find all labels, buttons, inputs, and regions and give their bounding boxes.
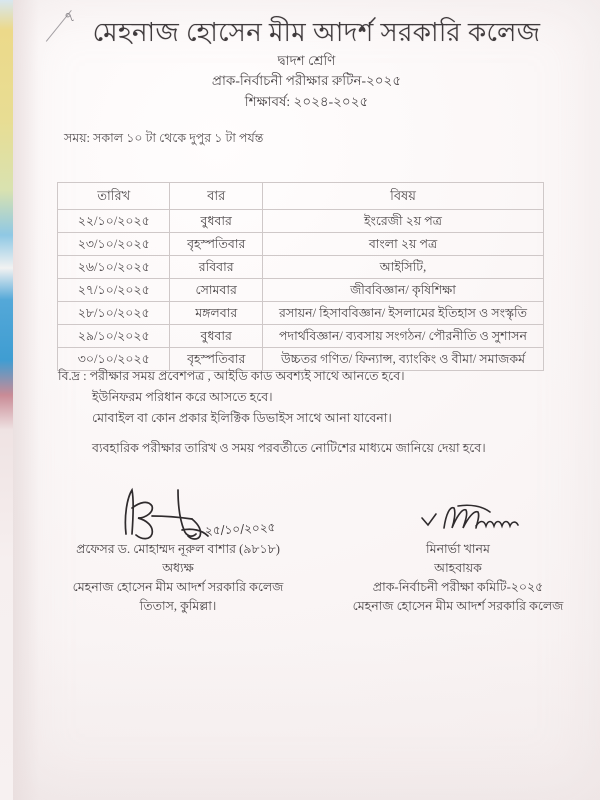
paper-sheet (13, 0, 600, 800)
cell-day: বুধবার (170, 325, 263, 348)
column-header-date: তারিখ (58, 183, 170, 210)
cell-subject: আইসিটি, (262, 256, 543, 279)
notes-section (58, 366, 578, 459)
cell-date: ২৮/১০/২০২৫ (58, 302, 170, 325)
table-body (58, 210, 544, 371)
table-row (58, 302, 544, 325)
table-header (58, 183, 544, 210)
convener-signature-block (333, 540, 583, 616)
cell-date: ৩০/১০/২০২৫ (58, 348, 170, 371)
page-title: মেহনাজ হোসেন মীম আদর্শ সরকারি কলেজ (92, 18, 541, 47)
table-row (58, 233, 544, 256)
convener-committee: প্রাক-নির্বাচনী পরীক্ষা কমিটি-২০২৫ (372, 580, 544, 594)
cell-date: ২৬/১০/২০২৫ (58, 256, 170, 279)
table-row (58, 256, 544, 279)
exam-time-line: সময়: সকাল ১০ টা থেকে দুপুর ১ টা পর্যন্ত (64, 131, 264, 145)
cell-date: ২২/১০/২০২৫ (58, 210, 170, 233)
column-header-subject: বিষয় (262, 183, 543, 210)
cell-day: বৃহস্পতিবার (170, 233, 263, 256)
cell-subject: বাংলা ২য় পত্র (262, 233, 543, 256)
cell-subject: ইংরেজী ২য় পত্র (262, 210, 543, 233)
note-line-4: ব্যবহারিক পরীক্ষার তারিখ ও সময় পরবর্তীতে নোটিশের মাধ্যমে জানিয়ে দেয়া হবে। (92, 441, 486, 455)
principal-name: প্রফেসর ড. মোহাম্মদ নূরুল বাশার (৯৮১৮) (76, 542, 280, 556)
cell-subject: জীববিজ্ঞান/ কৃষিশিক্ষা (262, 279, 543, 302)
convener-name: মিনার্ভা খানম (426, 542, 490, 556)
handwritten-date: ২৫/১০/২০২৫ (204, 520, 276, 538)
cell-date: ২৭/১০/২০২৫ (58, 279, 170, 302)
cell-date: ২৩/১০/২০২৫ (58, 233, 170, 256)
note-line-1: বি.দ্র : পরীক্ষার সময় প্রবেশপত্র , আইডি কাড অবশ্যই সাথে আনতে হবে। (58, 369, 405, 383)
column-header-day: বার (170, 183, 263, 210)
note-line-3: মোবাইল বা কোন প্রকার ইলিক্টিক ডিভাইস সাথে আনা যাবেনা। (92, 411, 392, 425)
exam-routine-table (57, 182, 544, 371)
convener-institution: মেহনাজ হোসেন মীম আদর্শ সরকারি কলেজ (352, 599, 564, 613)
table-row (58, 210, 544, 233)
cell-day: বৃহস্পতিবার (170, 348, 263, 371)
principal-institution: মেহনাজ হোসেন মীম আদর্শ সরকারি কলেজ (72, 580, 284, 594)
cell-day: বুধবার (170, 210, 263, 233)
corner-page-mark: ৭ (61, 7, 77, 28)
cell-day: রবিবার (170, 256, 263, 279)
cell-subject: রসায়ন/ হিসাববিজ্ঞান/ ইসলামের ইতিহাস ও সংস্কৃতি (262, 302, 543, 325)
cell-subject: পদার্থবিজ্ঞান/ ব্যবসায় সংগঠন/ পৌরনীতি ও সুশাসন (262, 325, 543, 348)
convener-designation: আহবায়ক (434, 561, 482, 575)
subtitle-class: দ্বাদশ শ্রেণি (277, 53, 336, 68)
subtitle-academic-session: শিক্ষাবর্ষ: ২০২৪-২০২৫ (244, 94, 369, 109)
convener-signature-ink (418, 504, 538, 536)
note-line-2: ইউনিফরম পরিধান করে আসতে হবে। (92, 390, 273, 404)
table-row (58, 325, 544, 348)
cell-subject: উচ্চতর গণিত/ ফিন্যান্স, ব্যাংকিং ও বীমা/ সমাজকর্ম (262, 348, 543, 371)
table-row (58, 279, 544, 302)
subtitle-exam-routine: প্রাক-নির্বাচনী পরীক্ষার রুটিন-২০২৫ (211, 73, 402, 88)
document-content (13, 0, 600, 800)
table-header-row (58, 183, 544, 210)
principal-signature-block (43, 540, 313, 616)
cell-day: সোমবার (170, 279, 263, 302)
cell-day: মঙ্গলবার (170, 302, 263, 325)
cell-date: ২৯/১০/২০২৫ (58, 325, 170, 348)
principal-location: তিতাস, কুমিল্লা। (139, 599, 217, 613)
background-surface-left-edge (0, 0, 14, 800)
principal-designation: অধ্যক্ষ (162, 561, 194, 575)
